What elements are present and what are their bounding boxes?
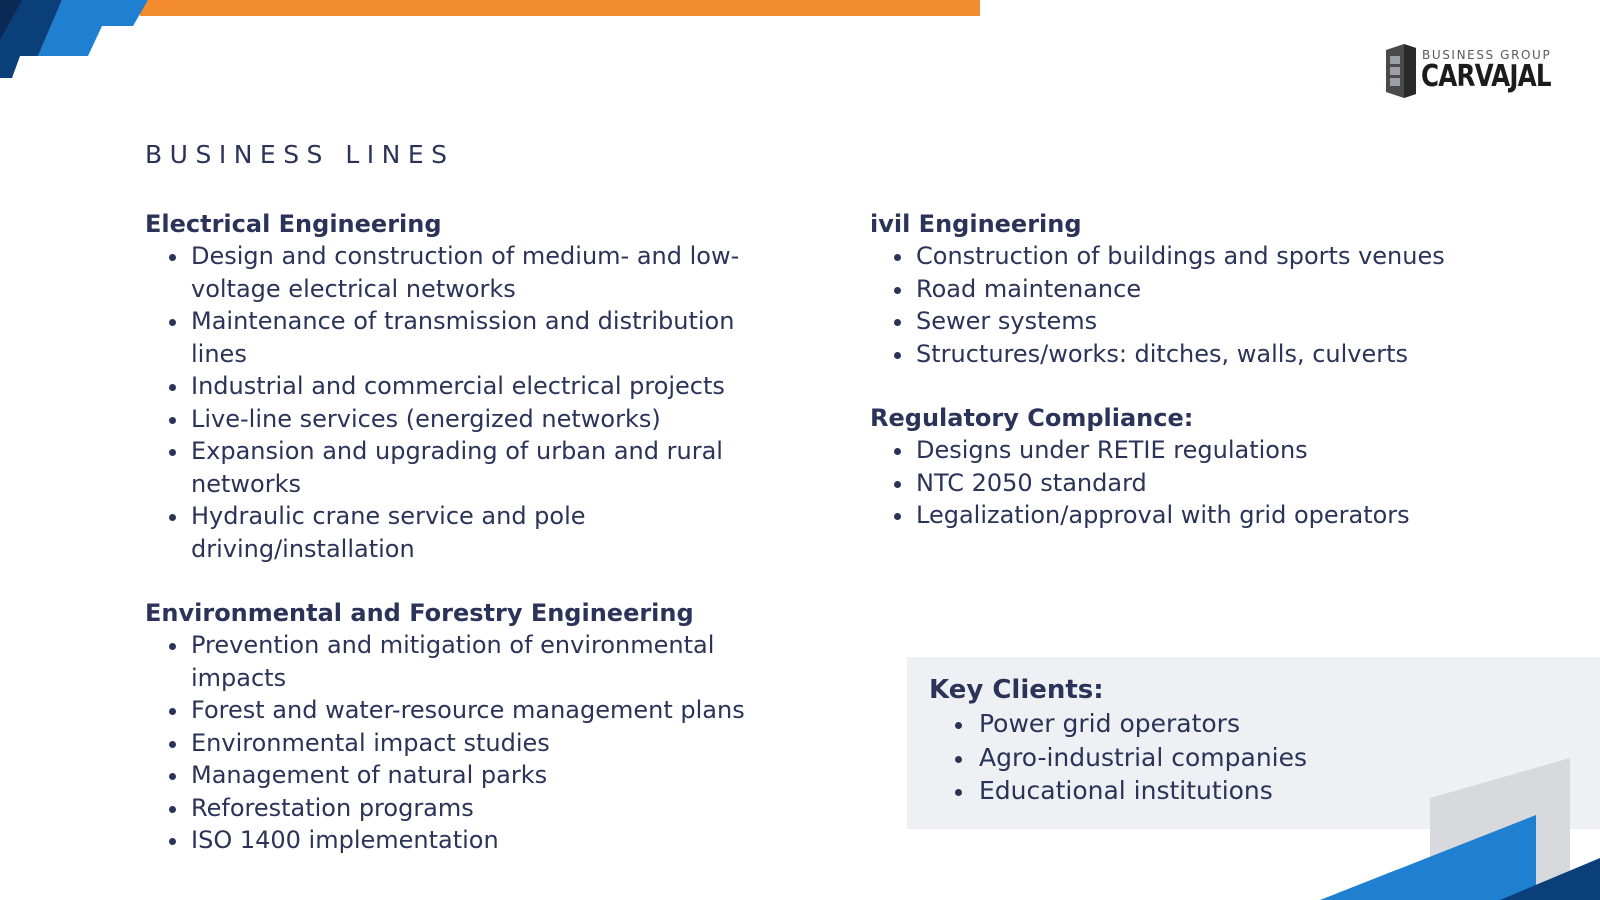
list-item: Construction of buildings and sports venues	[870, 240, 1510, 273]
list-item: Designs under RETIE regulations	[870, 434, 1510, 467]
list-item: Reforestation programs	[145, 792, 765, 825]
section-regulatory-compliance	[870, 402, 1510, 532]
list-item: Forest and water-resource management plans	[145, 694, 765, 727]
building-icon	[1384, 44, 1418, 98]
section-title: Regulatory Compliance:	[870, 404, 1194, 432]
list-item: Management of natural parks	[145, 759, 765, 792]
list-item: Design and construction of medium- and low-voltage electrical networks	[145, 240, 765, 305]
section-environmental-forestry	[145, 597, 765, 857]
left-column	[145, 208, 765, 889]
page-title: BUSINESS LINES	[145, 140, 455, 169]
list-item: NTC 2050 standard	[870, 467, 1510, 500]
list-item: Prevention and mitigation of environmental impacts	[145, 629, 765, 694]
key-clients-content	[929, 673, 1307, 808]
orange-top-bar	[140, 0, 980, 16]
bottom-decoration	[1300, 740, 1600, 900]
list-item: Live-line services (energized networks)	[145, 403, 765, 436]
section-title: ivil Engineering	[870, 210, 1082, 238]
section-electrical-engineering	[145, 208, 765, 565]
logo-tagline: BUSINESS GROUP	[1422, 48, 1552, 62]
section-civil-engineering	[870, 208, 1510, 370]
list-item: Road maintenance	[870, 273, 1510, 306]
bullet-list	[870, 434, 1510, 532]
list-item: Educational institutions	[929, 774, 1307, 808]
section-title: Electrical Engineering	[145, 210, 442, 238]
list-item: ISO 1400 implementation	[145, 824, 765, 857]
bullet-list	[145, 629, 765, 857]
list-item: Maintenance of transmission and distribution lines	[145, 305, 765, 370]
blue-corner-shape-light	[38, 0, 148, 56]
list-item: Expansion and upgrading of urban and rural networks	[145, 435, 765, 500]
list-item: Legalization/approval with grid operators	[870, 499, 1510, 532]
bullet-list	[145, 240, 765, 565]
bullet-list	[870, 240, 1510, 370]
list-item: Environmental impact studies	[145, 727, 765, 760]
blue-corner-shape-dark	[0, 0, 62, 78]
logo-name: CARVAJAL	[1421, 59, 1551, 94]
key-clients-title: Key Clients:	[929, 675, 1104, 705]
list-item: Hydraulic crane service and pole driving/installation	[145, 500, 765, 565]
list-item: Agro-industrial companies	[929, 741, 1307, 775]
list-item: Sewer systems	[870, 305, 1510, 338]
section-title: Environmental and Forestry Engineering	[145, 599, 694, 627]
blue-corner-shape-navy	[0, 0, 22, 40]
list-item: Power grid operators	[929, 707, 1307, 741]
list-item: Industrial and commercial electrical projects	[145, 370, 765, 403]
right-column	[870, 208, 1510, 564]
bullet-list	[929, 707, 1307, 808]
company-logo	[1384, 42, 1550, 100]
list-item: Structures/works: ditches, walls, culverts	[870, 338, 1510, 371]
